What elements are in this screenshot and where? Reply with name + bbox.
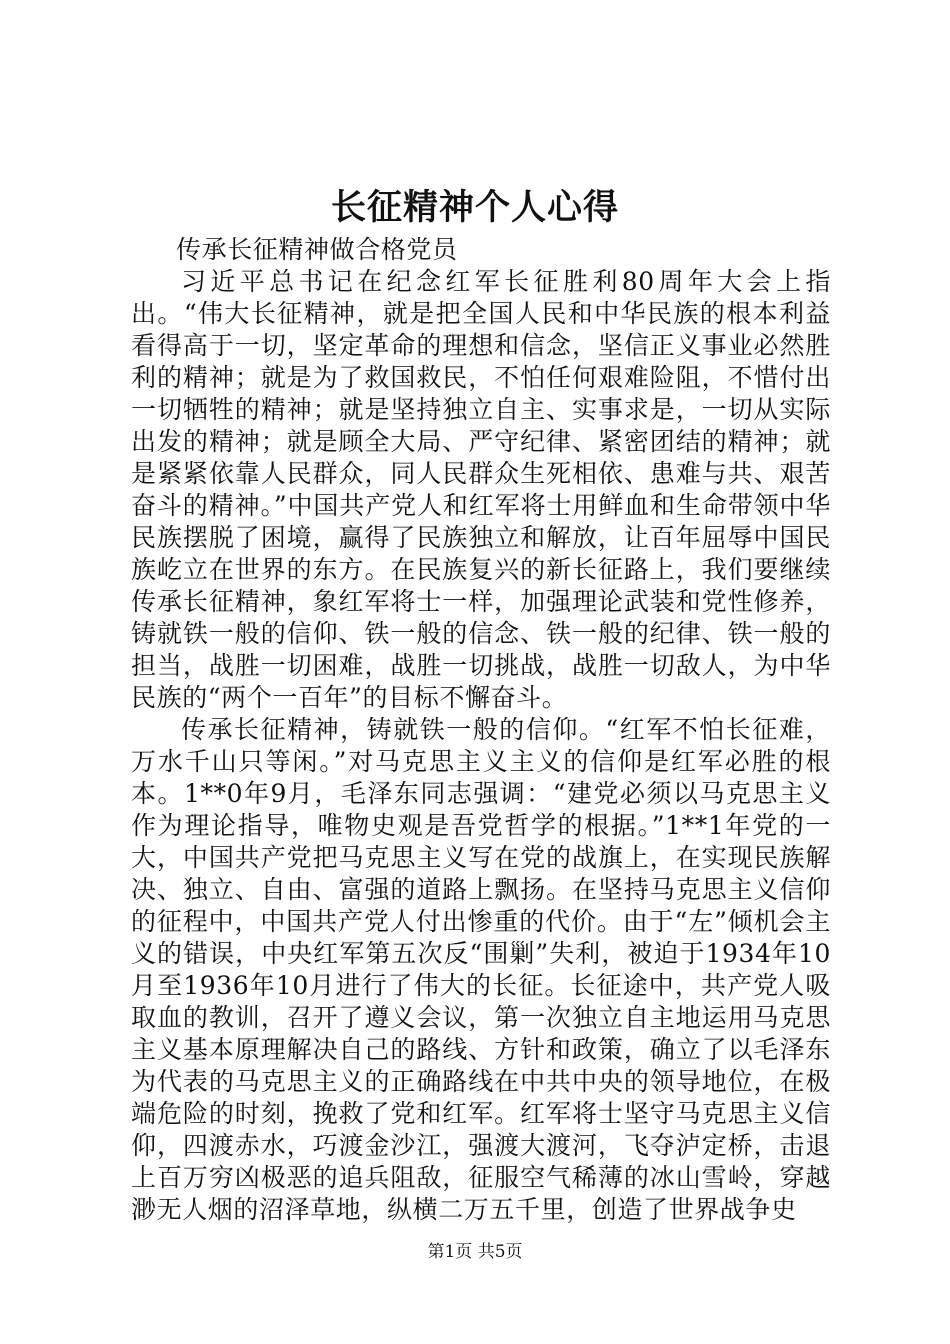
document-title: 长征精神个人心得	[330, 187, 619, 228]
document-body	[131, 234, 831, 1226]
page-footer: 第1页 共5页	[427, 1242, 523, 1262]
document-subtitle: 传承长征精神做合格党员	[176, 235, 458, 264]
paragraph-1: 习近平总书记在纪念红军长征胜利80周年大会上指出。“伟大长征精神，就是把全国人民和中华民族的根本利益看得高于一切，坚定革命的理想和信念，坚信正义事业必然胜利的精神；就是为了救国救民，不怕任何艰难险阻，不惜付出一切牺牲的精神；就是坚持独立自主、实事求是，一切从实际出发的精神；就是顾全大局、严守纪律、紧密团结的精神；就是紧紧依靠人民群众，同人民群众生死相依、患难与共、艰苦奋斗的精神。”中国共产党人和红军将士用鲜血和生命带领中华民族摆脱了困境，赢得了民族独立和解放，让百年屈辱中国民族屹立在世界的东方。在民族复兴的新长征路上，我们要继续传承长征精神，象红军将士一样，加强理论武装和党性修养，铸就铁一般的信仰、铁一般的信念、铁一般的纪律、铁一般的担当，战胜一切困难，战胜一切挑战，战胜一切敌人，为中华民族的“两个一百年”的目标不懈奋斗。	[131, 267, 831, 712]
paragraph-2: 传承长征精神，铸就铁一般的信仰。“红军不怕长征难，万水千山只等闲。”对马克思主义主义的信仰是红军必胜的根本。1**0年9月，毛泽东同志强调：“建党必须以马克思主义作为理论指导，唯物史观是吾党哲学的根据。”1**1年党的一大，中国共产党把马克思主义写在党的战旗上，在实现民族解决、独立、自由、富强的道路上飘扬。在坚持马克思主义信仰的征程中，中国共产党人付出惨重的代价。由于“左”倾机会主义的错误，中央红军第五次反“围剿”失利，被迫于1934年10月至1936年10月进行了伟大的长征。长征途中，共产党人吸取血的教训，召开了遵义会议，第一次独立自主地运用马克思主义基本原理解决自己的路线、方针和政策，确立了以毛泽东为代表的马克思主义的正确路线在中共中央的领导地位，在极端危险的时刻，挽救了党和红军。红军将士坚守马克思主义信仰，四渡赤水，巧渡金沙江，强渡大渡河，飞夺泸定桥，击退上百万穷凶极恶的追兵阻敌，征服空气稀薄的冰山雪岭，穿越渺无人烟的沼泽草地，纵横二万五千里，创造了世界战争史	[131, 715, 831, 1224]
